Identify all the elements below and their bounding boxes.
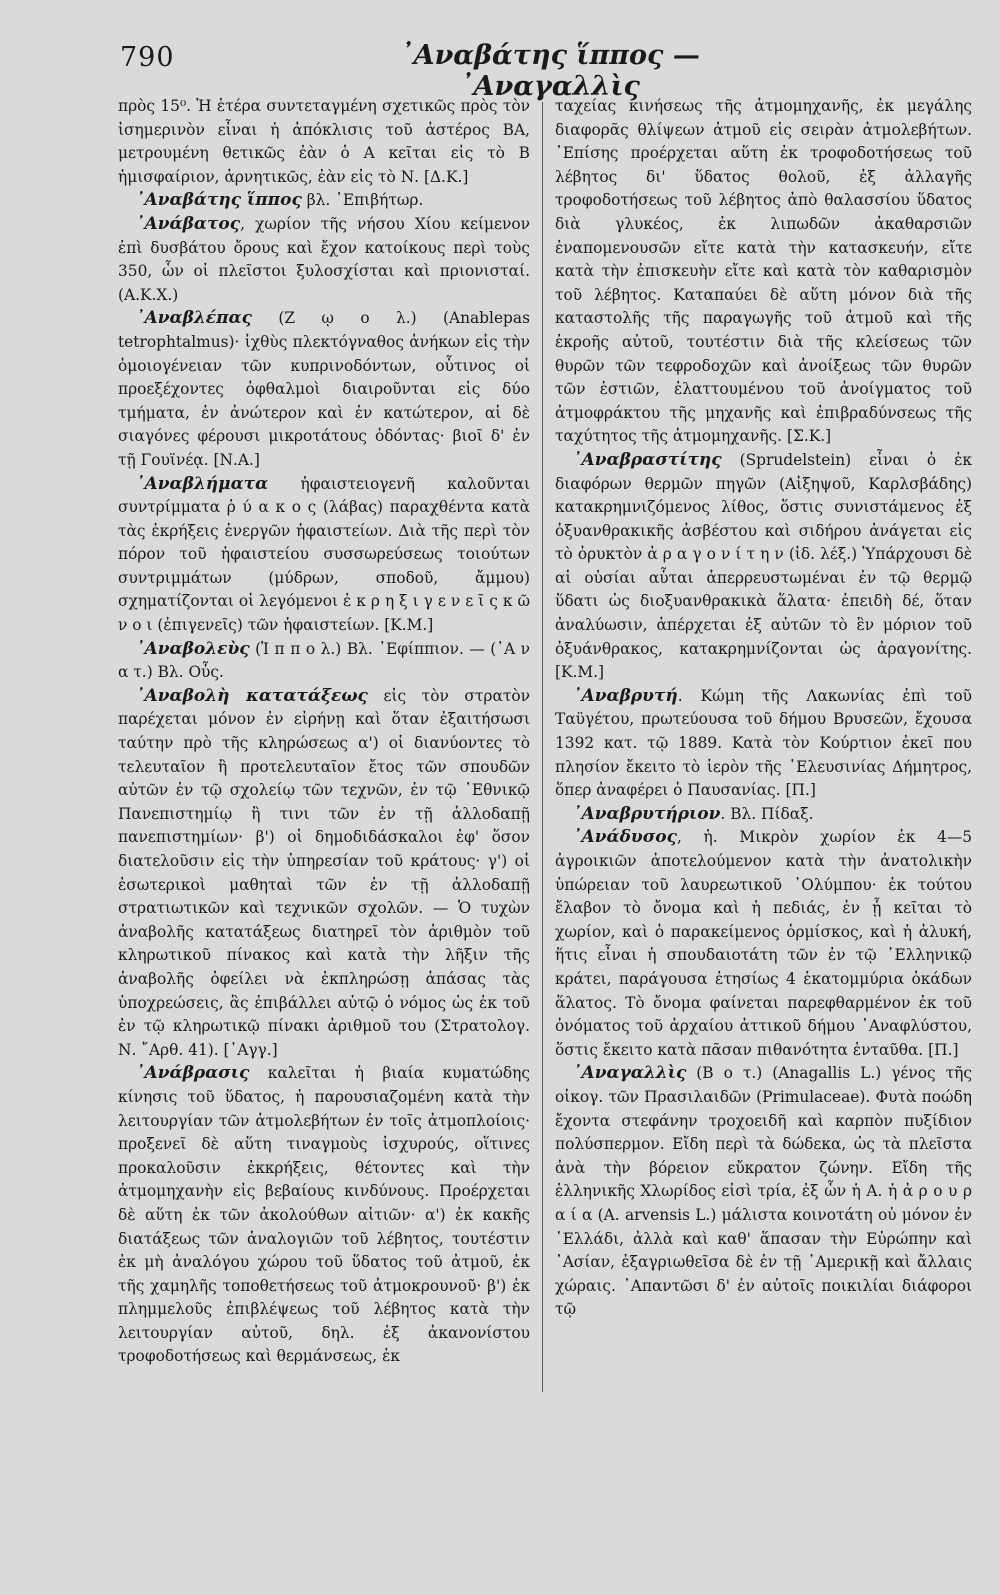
entry-headword: ᾿Αναβολεὺς (136, 638, 250, 659)
column-divider (542, 102, 543, 1392)
entry-text: ταχείας κινήσεως τῆς ἀτμομηχανῆς, ἐκ μεγάλης διαφορᾶς θλίψεων ἀτμοῦ εἰς σειρὰν ἀτμολεβήτων. ᾿Επίσης προέρχεται αὕτη ἐκ τροφοδοτήσεως τοῦ λέβητος δι' ὕδατος θολοῦ, ἐξ ἀλλαγῆς τροφοδοτήσεως τοῦ λέβητος ἀπὸ θαλασσίου ὕδατος διὰ γλυκέος, ἐκ λιπωδῶν ἀκαθαρσιῶν ἐναπομενουσῶν εἴτε κατὰ τὴν κατασκευήν, εἴτε κατὰ τὴν ἐπισκευὴν εἴτε καὶ κατὰ τὸν καθαρισμὸν τοῦ λέβητος. Καταπαύει δὲ αὕτη μόνον διὰ τῆς καταστολῆς τῆς παραγωγῆς τοῦ ἀτμοῦ καὶ τῆς ἐκροῆς αὐτοῦ, τουτέστιν διὰ τῆς κλείσεως τῶν θυρῶν τῶν τεφροδοχῶν καὶ ἀνοίξεως τῶν θυρῶν τῶν ἑστιῶν, ἐλαττουμένου τοῦ ἀνοίγματος τοῦ ἀτμοφράκτου τῆς μηχανῆς καὶ ἐπιβραδύνσεως τῆς ταχύτητος τῆς ἀτμομηχανῆς. [Σ.Κ.] (555, 97, 972, 446)
entry-headword: ᾿Αναβραστίτης (573, 449, 722, 470)
page-number: 790 (120, 42, 175, 73)
entry-headword: ᾿Αναβλέπας (136, 308, 252, 329)
entry-text: (Ἱ π π ο λ.) Βλ. ᾿Εφίππιον. — (᾿Α ν α τ.) Βλ. Οὖς. (118, 639, 530, 682)
entry-text: (Β ο τ.) (Anagallis L.) γένος τῆς οἰκογ. τῶν Πρασιλαιδῶν (Primulaceae). Φυτὰ ποώδη ἔχοντα στεφάνην τροχοειδῆ καὶ καρπὸν πυξίδιον πολύσπερμον. Εἴδη περὶ τὰ δώδεκα, ὡς τὰ πλεῖστα ἀνὰ τὴν βόρειον εὔκρατον ζώνην. Εἴδη τῆς ἑλληνικῆς Χλωρίδος εἰσὶ τρία, ἐξ ὧν ἡ Α. ἡ ἀ ρ ο υ ρ α ί α (A. arvensis L.) μάλιστα κοινοτάτη οὐ μόνον ἐν ῾Ελλάδι, ἀλλὰ καὶ καθ' ἅπασαν τὴν Εὐρώπην καὶ ᾿Ασίαν, ἐξαγριωθεῖσα δὲ ἐν τῇ ᾿Αμερικῇ καὶ ἄλλαις χώραις. ᾿Απαντῶσι δ' ἐν αὐτοῖς ποικιλίαι διάφοροι τῷ (555, 1064, 972, 1319)
dictionary-entry (118, 1062, 530, 1369)
page-header (0, 36, 1000, 102)
entry-text: βλ. ᾿Επιβήτωρ. (301, 191, 424, 210)
entry-text: . Κώμη τῆς Λακωνίας ἐπὶ τοῦ Ταϋγέτου, πρωτεύουσα τοῦ δήμου Βρυσεῶν, ἔχουσα 1392 κατ. τῷ 1889. Κατὰ τὸν Κούρτιον ἐκεῖ που πλησίον ἔκειτο τὸ ἱερὸν τῆς ᾿Ελευσινίας Δήμητρος, ὅπερ ἀναφέρει ὁ Παυσανίας. [Π.] (555, 686, 972, 800)
running-title: ᾿Αναβάτης ἵππος — ᾿Αναγαλλὶς (400, 40, 700, 102)
dictionary-entry (118, 189, 530, 213)
entry-headword: ᾿Ανάβατος (136, 213, 241, 234)
entry-text: (Sprudelstein) εἶναι ὁ ἐκ διαφόρων θερμῶν πηγῶν (Αἰξηψοῦ, Καρλσβάδης) κατακρημνιζόμενος λίθος, ὅστις συνιστάμενος ἐξ ὀξυανθρακικῆς ἀσβέστου καὶ σιδήρου ἀνάγεται εἰς τὸ ὀρυκτὸν ἀ ρ α γ ο ν ί τ η ν (ἰδ. λέξ.) Ὑπάρχουσι δὲ αἱ οὐσίαι αὗται ἀπερρευστωμέναι ἐν τῷ θερμῷ ὕδατι ὡς διοξυανθρακικὰ ἅλατα· ἐπειδὴ δέ, ὅταν ἀναλύωσιν, ἀπέρχεται ἐξ αὐτῶν τὸ ἓν μόριον τοῦ ὀξυάνθρακος, κατακρημνίζονται ὡς ἀραγονίτης. [Κ.Μ.] (555, 450, 972, 682)
dictionary-entry (118, 95, 530, 189)
entry-text: εἰς τὸν στρατὸν παρέχεται μόνον ἐν εἰρήνῃ καὶ ὅταν ἐξαιτήσωσι ταύτην πρὸ τῆς κληρώσεως α') οἱ διανύοντες τὸ τελευταῖον ἢ προτελευταῖον ἔτος τῶν σπουδῶν αὐτῶν ἐν τῷ σχολείῳ τῶν τεχνῶν, ἐν τῷ ᾿Εθνικῷ Πανεπιστημίῳ ἢ τινι τῶν ἐν τῇ ἀλλοδαπῇ πανεπιστημίων· β') οἱ δημοδιδάσκαλοι ἐφ' ὅσον διατελοῦσιν εἰς τὴν ὑπηρεσίαν τοῦ κράτους· γ') οἱ ἐσωτερικοὶ μαθηταὶ τῶν ἐν τῇ ἀλλοδαπῇ στρατιωτικῶν καὶ τεχνικῶν σχολῶν. — Ὁ τυχὼν ἀναβολῆς κατατάξεως διατηρεῖ τὸν ἀριθμὸν τοῦ κληρωτικοῦ πίνακος καὶ κατὰ τὴν λῆξιν τῆς ἀναβολῆς ὀφείλει νὰ ἐκπληρώσῃ ἁπάσας τὰς ὑποχρεώσεις, ἃς ἐπιβάλλει αὐτῷ ὁ νόμος ὡς ἐκ τοῦ ἐν τῷ κληρωτικῷ πίνακι ἀριθμοῦ του (Στρατολογ. Ν. ῎Αρθ. 41). [᾿Αγγ.] (118, 686, 530, 1059)
dictionary-entry (118, 307, 530, 472)
entry-text: πρὸς 15⁰. Ἡ ἑτέρα συντεταγμένη σχετικῶς πρὸς τὸν ἰσημερινὸν εἶναι ἡ ἀπόκλισις τοῦ ἀστέρος ΒΑ, μετρουμένη θετικῶς ἐὰν ὁ Α κεῖται εἰς τὸ Β ἡμισφαίριον, ἀρνητικῶς, ἐὰν εἰς τὸ Ν. [Δ.Κ.] (118, 97, 530, 186)
entry-text: , χωρίον τῆς νήσου Χίου κείμενον ἐπὶ δυσβάτου ὄρους καὶ ἔχον κατοίκους περὶ τοὺς 350, ὧν οἱ πλεῖστοι ξυλοσχίσται καὶ πριονισταί. (Α.Κ.Χ.) (118, 214, 530, 304)
dictionary-entry (555, 685, 972, 803)
dictionary-entry (555, 1062, 972, 1322)
entry-headword: ᾿Αναγαλλὶς (573, 1063, 687, 1084)
dictionary-entry (118, 685, 530, 1063)
entry-headword: ᾿Αναβολὴ κατατάξεως (136, 685, 368, 706)
entry-headword: ᾿Αναβλήματα (136, 473, 269, 494)
right-column (555, 95, 972, 1575)
entry-headword: ᾿Αναβρυτήριον (573, 803, 721, 824)
dictionary-entry (118, 213, 530, 307)
dictionary-entry (555, 826, 972, 1062)
entry-headword: ᾿Αναβρυτή (573, 685, 678, 706)
entry-headword: ᾿Αναβάτης ἵππος (136, 190, 302, 211)
dictionary-entry (555, 449, 972, 685)
dictionary-entry (555, 803, 972, 827)
dictionary-entry (118, 638, 530, 685)
left-column (118, 95, 530, 1575)
entry-text: (Ζ ῳ ο λ.) (Anablepas tetrophtalmus)· ἰχθὺς πλεκτόγναθος ἀνήκων εἰς τὴν ὁμοιογένειαν τῶν κυπρινοδόντων, οὗτινος οἱ προεξέχοντες ὀφθαλμοὶ διαιροῦνται εἰς δύο τμήματα, ἐν ἀνώτερον καὶ ἐν κατώτερον, αἱ δὲ σιαγόνες φέρουσι μικροτάτους ὀδόντας· βιοῖ δ' ἐν τῇ Γουϊνέᾳ. [Ν.Α.] (118, 309, 530, 469)
entry-headword: ᾿Ανάβρασις (136, 1063, 250, 1084)
entry-text: , ἡ. Μικρὸν χωρίον ἐκ 4—5 ἀγροικιῶν ἀποτελούμενον κατὰ τὴν ἀνατολικὴν ὑπώρειαν τοῦ λαυρεωτικοῦ ᾿Ολύμπου· ἐκ τούτου ἔλαβον τὸ ὄνομα καὶ ἡ πεδιάς, ἐν ᾗ κεῖται τὸ χωρίον, καὶ ὁ παρακείμενος ὁρμίσκος, καὶ ἡ ἁλυκή, ἥτις εἶναι ἡ σπουδαιοτάτη τῶν ἐν τῷ ῾Ελληνικῷ κράτει, παράγουσα ἐτησίως 4 ἑκατομμύρια ὀκάδων ἅλατος. Τὸ ὄνομα φαίνεται παρεφθαρμένον ἐκ τοῦ ὀνόματος τοῦ ἀρχαίου ἀττικοῦ δήμου ᾿Αναφλύστου, ὅστις ἔκειτο κατὰ πᾶσαν πιθανότητα ἐνταῦθα. [Π.] (555, 828, 972, 1059)
entry-text: ἡφαιστειογενῆ καλοῦνται συντρίμματα ῥ ύ α κ ο ς (λάβας) παραχθέντα κατὰ τὰς ἐκρήξεις ἐνεργῶν ἡφαιστείων. Διὰ τῆς περὶ τὸν πόρον τοῦ ἡφαιστείου συσσωρεύσεως τοιούτων συντριμμάτων (μύδρων, σποδοῦ, ἄμμου) σχηματίζονται οἱ λεγόμενοι ἐ κ ρ η ξ ι γ ε ν ε ῖ ς κ ῶ ν ο ι (ἐπιγενεῖς) τῶν ἡφαιστείων. [Κ.Μ.] (118, 474, 530, 635)
entry-headword: ᾿Ανάδυσος (573, 827, 677, 848)
entry-text: . Βλ. Πίδαξ. (720, 804, 814, 823)
dictionary-entry (118, 473, 530, 638)
dictionary-entry (555, 95, 972, 449)
entry-text: καλεῖται ἡ βιαία κυματώδης κίνησις τοῦ ὕδατος, ἡ παρουσιαζομένη κατὰ τὴν λειτουργίαν τῶν ἀτμολεβήτων ἐν τοῖς ἀτμοπλοίοις· προξενεῖ δὲ αὕτη τιναγμοὺς ἰσχυρούς, οἵτινες προκαλοῦσιν ἐκκρήξεις, θέτοντες καὶ τὴν ἀτμομηχανὴν εἰς βεβαίους κινδύνους. Προέρχεται δὲ αὕτη ἐκ τῶν ἀκολούθων αἰτιῶν· α') ἐκ κακῆς διατάξεως τῶν ἀναλογιῶν τοῦ λέβητος, τουτέστιν ἐκ μὴ ἀναλόγου χώρου τοῦ ὕδατος τοῦ ἀτμοῦ, ἐκ τῆς χαμηλῆς τοποθετήσεως τοῦ ἀτμοκρουνοῦ· β') ἐκ πλημμελοῦς ἐπιβλέψεως τοῦ λέβητος κατὰ τὴν λειτουργίαν αὐτοῦ, δηλ. ἐξ ἀκανονίστου τροφοδοτήσεως καὶ θερμάνσεως, ἐκ (118, 1064, 530, 1366)
